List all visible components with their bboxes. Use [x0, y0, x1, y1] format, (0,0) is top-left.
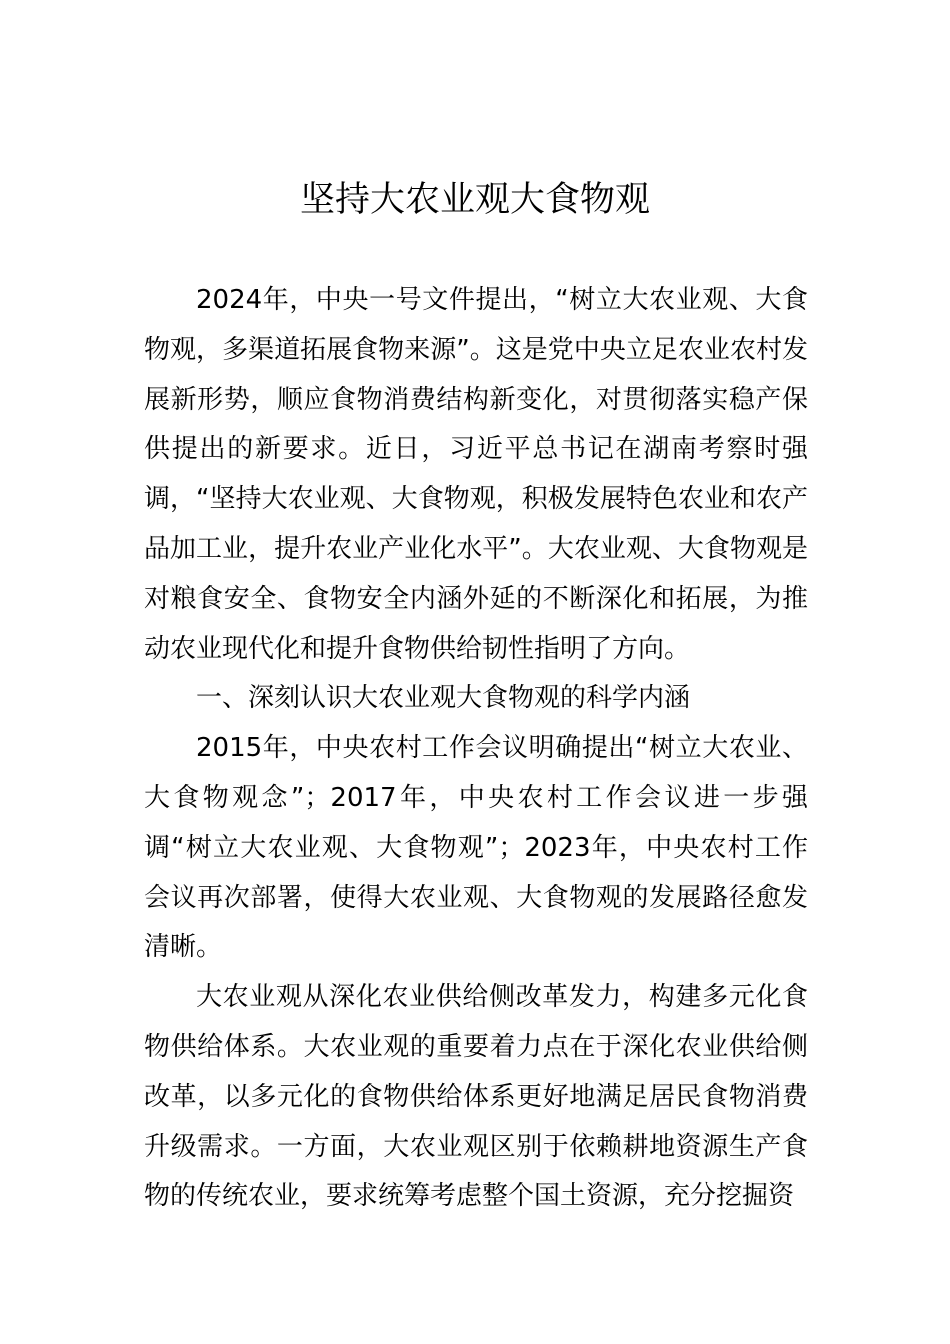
- section-paragraph-big-agriculture: 大农业观从深化农业供给侧改革发力，构建多元化食物供给体系。大农业观的重要着力点在于深化农业供给侧改革，以多元化的食物供给体系更好地满足居民食物消费升级需求。一方面，大农业观区别于依赖耕地资源生产食物的传统农业，要求统筹考虑整个国土资源，充分挖掘资: [144, 982, 808, 1212]
- document-body: [144, 276, 808, 1222]
- section-paragraph-history: 2015年，中央农村工作会议明确提出“树立大农业、大食物观念”；2017年，中央农村工作会议进一步强调“树立大农业观、大食物观”；2023年，中央农村工作会议再次部署，使得大农业观、大食物观的发展路径愈发清晰。: [144, 733, 808, 963]
- document-title: 坚持大农业观大食物观: [299, 180, 650, 220]
- intro-paragraph: 2024年，中央一号文件提出，“树立大农业观、大食物观，多渠道拓展食物来源”。这是党中央立足农业农村发展新形势，顺应食物消费结构新变化，对贯彻落实稳产保供提出的新要求。近日，习近平总书记在湖南考察时强调，“坚持大农业观、大食物观，积极发展特色农业和农产品加工业，提升农业产业化水平”。大农业观、大食物观是对粮食安全、食物安全内涵外延的不断深化和拓展，为推动农业现代化和提升食物供给韧性指明了方向。: [144, 285, 808, 664]
- section-heading: 一、深刻认识大农业观大食物观的科学内涵: [196, 683, 691, 714]
